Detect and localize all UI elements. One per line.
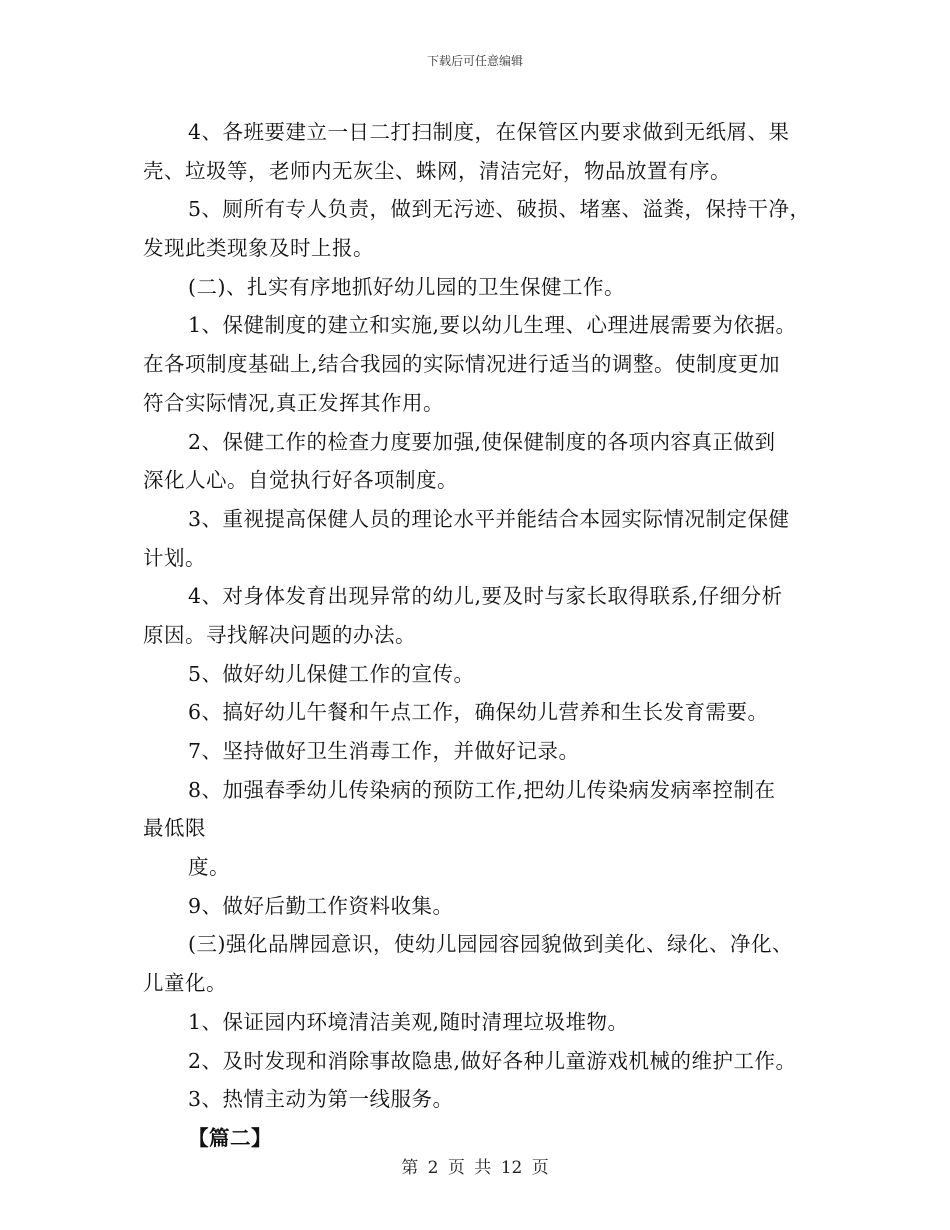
paragraph-line: 深化人心。自觉执行好各项制度。 xyxy=(143,468,458,493)
paragraph-line: 2、保健工作的检查力度要加强,使保健制度的各项内容真正做到 xyxy=(188,429,776,454)
page-header: 下载后可任意编辑 xyxy=(426,54,523,68)
paragraph-line: 7、坚持做好卫生消毒工作，并做好记录。 xyxy=(188,739,580,763)
paragraph-line: 度。 xyxy=(188,855,230,880)
paragraph-line: (三)强化品牌园意识，使幼儿园园容园貌做到美化、绿化、净化、 xyxy=(188,932,793,957)
paragraph-line: 在各项制度基础上,结合我园的实际情况进行适当的调整。使制度更加 xyxy=(143,352,781,377)
paragraph-line: 壳、垃圾等，老师内无灰尘、蛛网，清洁完好，物品放置有序。 xyxy=(143,158,731,183)
paragraph-line: 1、保健制度的建立和实施,要以幼儿生理、心理进展需要为依据。 xyxy=(188,313,797,338)
paragraph-line: 3、重视提高保健人员的理论水平并能结合本园实际情况制定保健 xyxy=(188,506,790,531)
paragraph-line: 符合实际情况,真正发挥其作用。 xyxy=(143,390,445,415)
paragraph-line: 5、做好幼儿保健工作的宣传。 xyxy=(188,661,475,686)
paragraph-line: 3、热情主动为第一线服务。 xyxy=(188,1087,454,1112)
document-body xyxy=(143,113,813,1158)
paragraph-line: 4、各班要建立一日二打扫制度，在保管区内要求做到无纸屑、果 xyxy=(188,120,790,144)
paragraph-line: 8、加强春季幼儿传染病的预防工作,把幼儿传染病发病率控制在 xyxy=(188,777,776,802)
paragraph-line: 6、搞好幼儿午餐和午点工作，确保幼儿营养和生长发育需要。 xyxy=(188,700,769,725)
paragraph-line: 9、做好后勤工作资料收集。 xyxy=(188,893,454,918)
section-heading: 【篇二】 xyxy=(188,1125,272,1150)
paragraph-line: 1、保证园内环境清洁美观,随时清理垃圾堆物。 xyxy=(188,1009,629,1034)
paragraph-line: 儿童化。 xyxy=(143,971,227,996)
paragraph-line: 发现此类现象及时上报。 xyxy=(143,236,374,261)
paragraph-line: 最低限 xyxy=(143,816,206,841)
paragraph-line: 计划。 xyxy=(143,545,206,570)
paragraph-line: 2、及时发现和消除事故隐患,做好各种儿童游戏机械的维护工作。 xyxy=(188,1048,797,1073)
paragraph-line: 4、对身体发育出现异常的幼儿,要及时与家长取得联系,仔细分析 xyxy=(188,584,783,609)
paragraph-line: 原因。寻找解决问题的办法。 xyxy=(143,622,416,647)
paragraph-line: (二)、扎实有序地抓好幼儿园的卫生保健工作。 xyxy=(188,274,625,299)
page-footer: 第 2 页 共 12 页 xyxy=(401,1158,549,1178)
paragraph-line: 5、厕所有专人负责，做到无污迹、破损、堵塞、溢粪，保持干净， xyxy=(188,197,811,222)
